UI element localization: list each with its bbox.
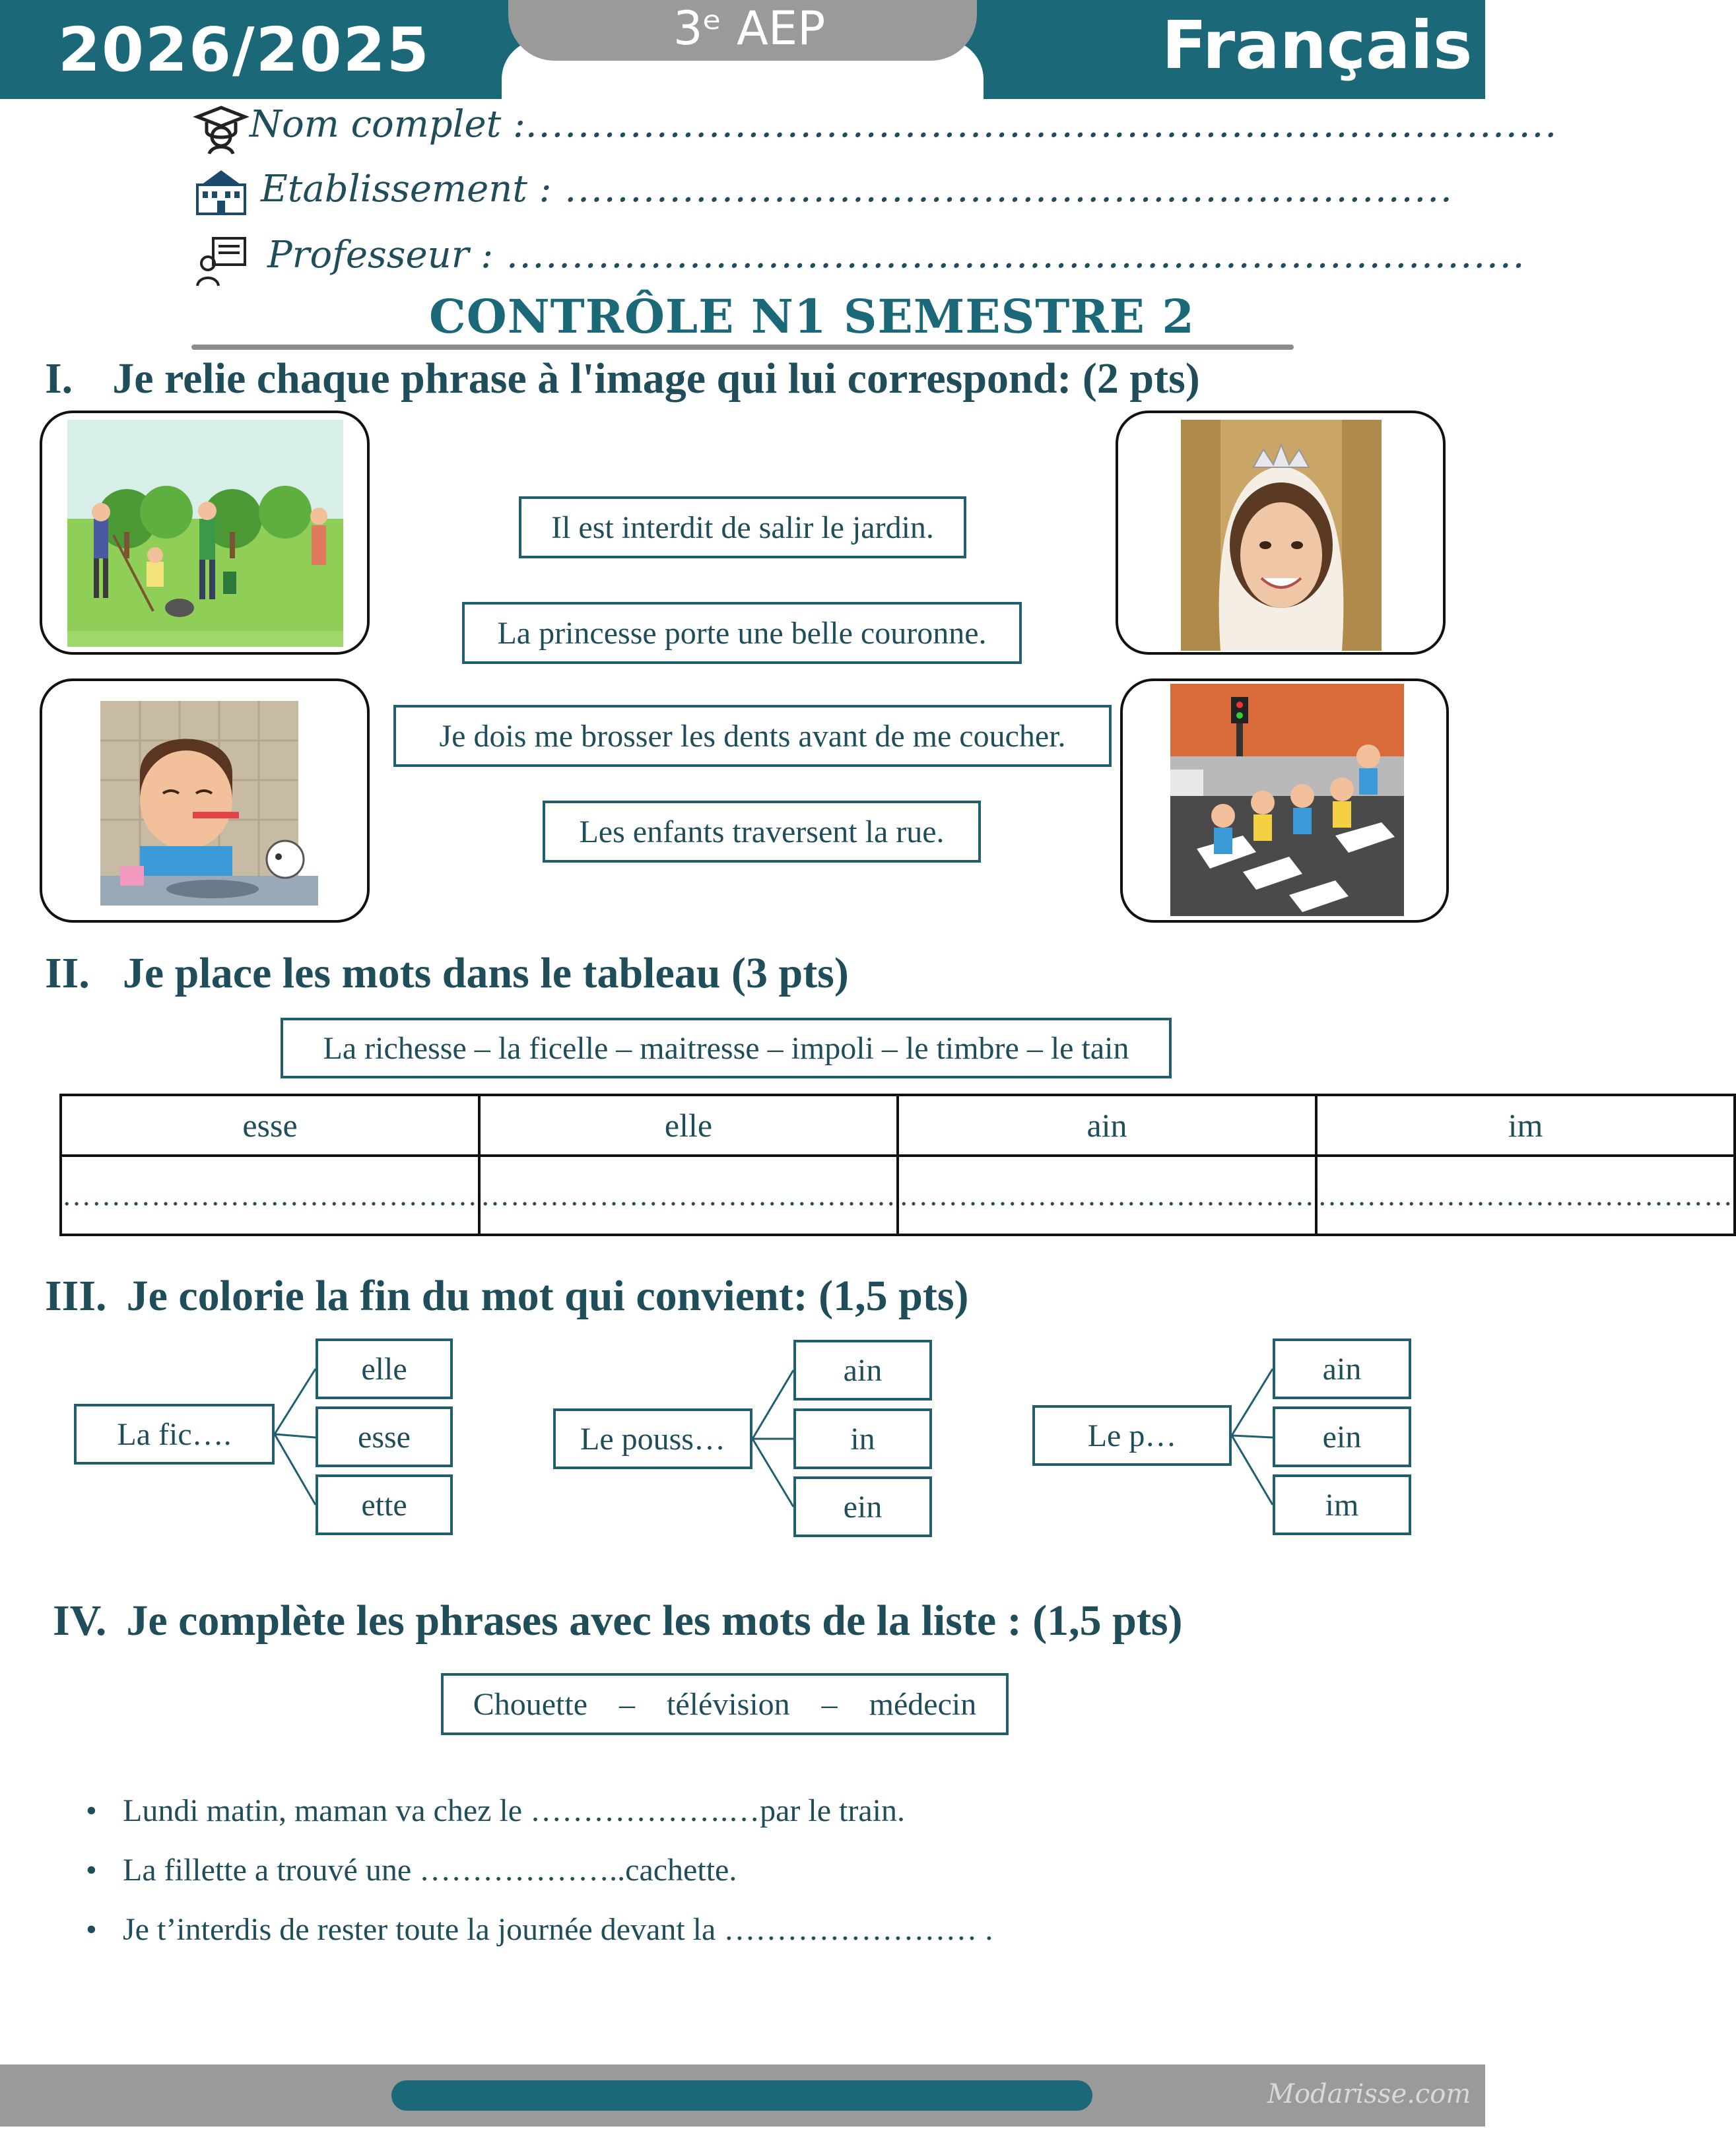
section-3-heading: III. Je colorie la fin du mot qui convient: (1,5 pts) — [45, 1272, 969, 1320]
list-item[interactable] — [86, 1793, 905, 1829]
section-1-heading: I. Je relie chaque phrase à l'image qui lui correspond: (2 pts) — [45, 354, 1200, 403]
brushing-illustration — [100, 701, 318, 906]
sentence-1: Lundi matin, maman va chez le ……………….…par le train. — [123, 1793, 905, 1828]
sentence-princess[interactable]: La princesse porte une belle couronne. — [462, 602, 1022, 664]
exam-title: CONTRÔLE N1 SEMESTRE 2 — [429, 289, 1195, 344]
image-brushing-teeth[interactable] — [40, 678, 370, 923]
table-header-row — [61, 1095, 1735, 1156]
name-field[interactable]: Nom complet :............................................................................... — [250, 103, 1558, 146]
answer-cell-ain[interactable]: …………………………………… — [898, 1156, 1316, 1235]
sentence-2: La fillette a trouvé une ………………..cachette. — [123, 1853, 737, 1888]
option-ain-2[interactable]: ain — [1273, 1338, 1411, 1399]
image-princess-crown[interactable] — [1116, 411, 1446, 655]
sound-table — [59, 1094, 1736, 1236]
teacher-label: Professeur — [267, 234, 469, 277]
stem-le-p: Le p… — [1032, 1405, 1232, 1466]
sentence-3: Je t’interdis de rester toute la journée devant la …………………… . — [123, 1912, 993, 1947]
princess-photo — [1181, 420, 1382, 651]
answer-cell-elle[interactable]: …………………………………… — [479, 1156, 898, 1235]
bullet-icon: • — [86, 1793, 97, 1828]
option-im[interactable]: im — [1273, 1474, 1411, 1535]
section-2-heading: II. Je place les mots dans le tableau (3 pts) — [45, 949, 849, 997]
sentence-garden[interactable]: Il est interdit de salir le jardin. — [519, 496, 966, 558]
school-blank[interactable]: .................................................................... — [551, 168, 1453, 211]
stem-le-pouss: Le pouss… — [553, 1408, 752, 1469]
subject-title: Français — [1162, 7, 1473, 84]
word-list: Chouette – télévision – médecin — [441, 1673, 1009, 1735]
class-level: 3ᵉ AEP — [673, 1, 826, 55]
stem-la-fic: La fic…. — [74, 1404, 275, 1465]
title-underline — [191, 345, 1294, 350]
list-item[interactable] — [86, 1852, 737, 1888]
school-building-icon — [195, 165, 248, 218]
option-ein-1[interactable]: ein — [793, 1476, 932, 1537]
word-bank: La richesse – la ficelle – maitresse – impoli – le timbre – le tain — [281, 1018, 1172, 1078]
option-ein-2[interactable]: ein — [1273, 1406, 1411, 1467]
sentence-crossing[interactable]: Les enfants traversent la rue. — [543, 801, 981, 863]
teacher-blank[interactable]: .............................................................................. — [493, 234, 1526, 277]
footer-pill — [391, 2080, 1092, 2111]
image-children-crossing[interactable] — [1120, 678, 1449, 923]
school-year: 2026/2025 — [58, 15, 430, 85]
name-label: Nom complet — [250, 103, 502, 146]
teacher-field[interactable]: Professeur : .............................................................................. — [267, 234, 1526, 277]
column-ain: ain — [898, 1095, 1316, 1156]
garden-illustration — [67, 420, 343, 647]
school-field[interactable]: Etablissement : .................................................................... — [261, 168, 1453, 211]
school-label: Etablissement — [261, 168, 527, 211]
crossing-illustration — [1170, 684, 1404, 916]
option-esse[interactable]: esse — [316, 1406, 453, 1467]
option-ette[interactable]: ette — [316, 1474, 453, 1535]
graduate-icon — [195, 102, 248, 155]
option-elle[interactable]: elle — [316, 1338, 453, 1399]
image-garden-cleanup[interactable] — [40, 411, 370, 655]
list-item[interactable] — [86, 1911, 993, 1948]
bullet-icon: • — [86, 1912, 97, 1947]
answer-cell-esse[interactable]: …………………………………… — [61, 1156, 479, 1235]
section-4-heading: IV. Je complète les phrases avec les mots de la liste : (1,5 pts) — [53, 1597, 1183, 1645]
column-esse: esse — [61, 1095, 479, 1156]
option-in[interactable]: in — [793, 1408, 932, 1469]
footer-watermark: Modarisse.com — [1267, 2079, 1471, 2109]
name-blank[interactable]: ............................................................................... — [525, 103, 1558, 146]
option-ain-1[interactable]: ain — [793, 1340, 932, 1401]
column-elle: elle — [479, 1095, 898, 1156]
answer-cell-im[interactable]: …………………………………… — [1316, 1156, 1735, 1235]
table-row — [61, 1156, 1735, 1235]
column-im: im — [1316, 1095, 1735, 1156]
bullet-icon: • — [86, 1853, 97, 1888]
sentence-teeth[interactable]: Je dois me brosser les dents avant de me coucher. — [393, 705, 1112, 767]
teacher-board-icon — [195, 234, 248, 287]
